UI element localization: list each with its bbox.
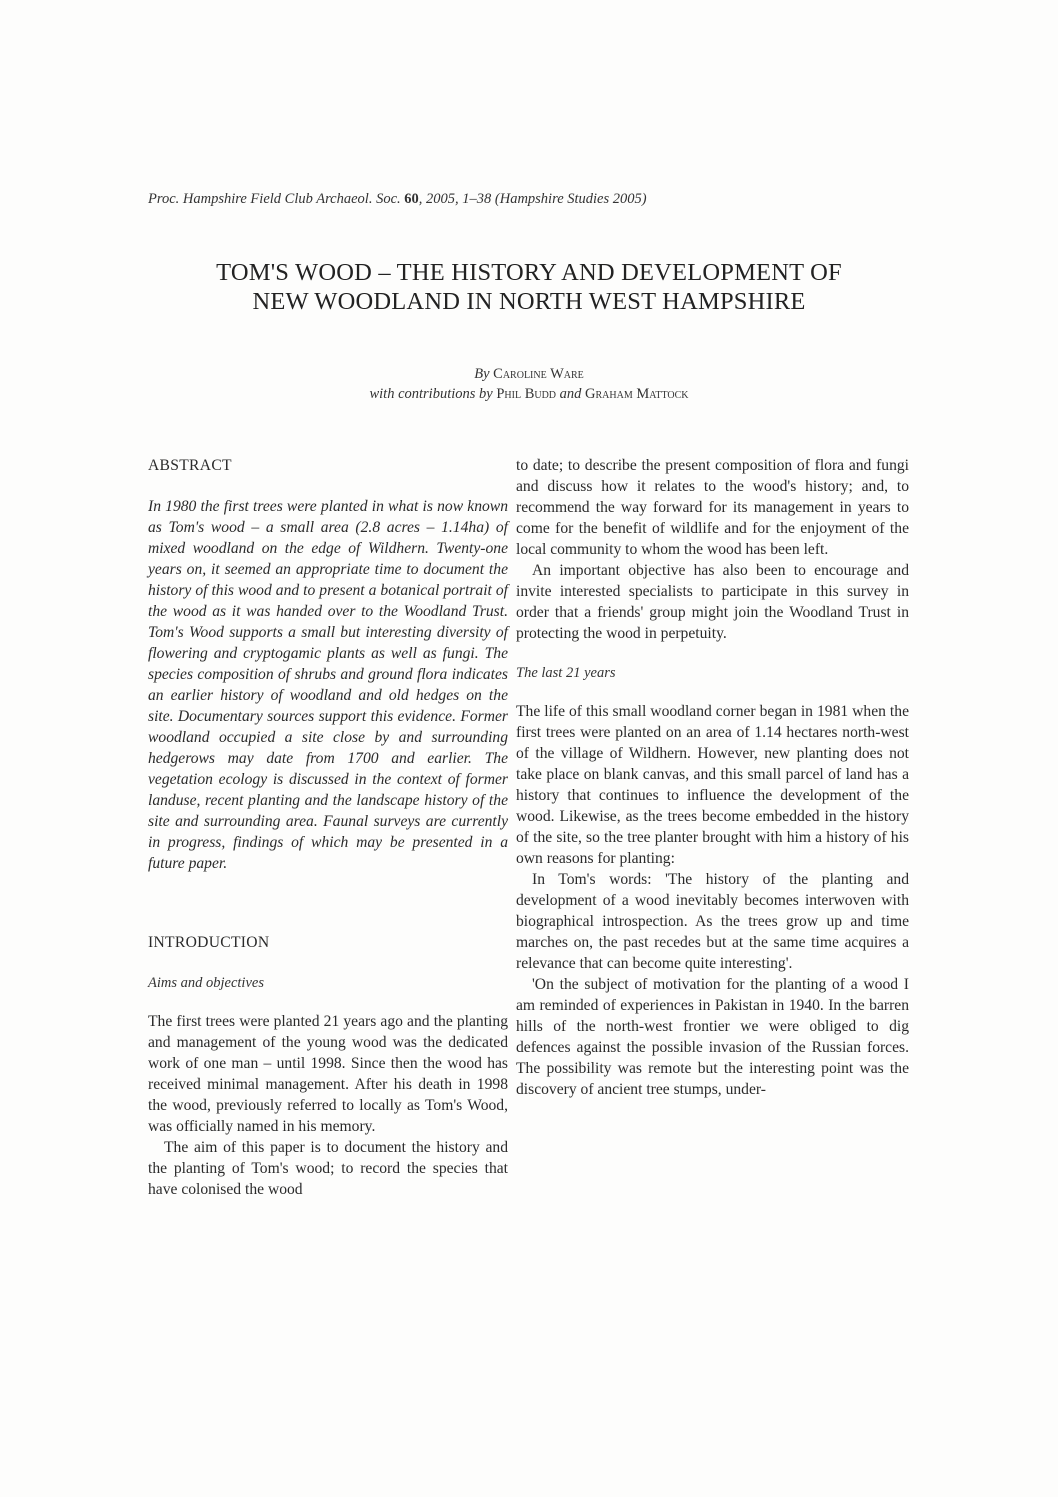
byline [148, 364, 910, 404]
and-label: and [559, 386, 582, 402]
contributor-2: Graham Mattock [585, 386, 689, 402]
author-name: Caroline Ware [493, 366, 584, 382]
introduction-paragraph-1: The first trees were planted 21 years ago and the planting and management of the young wood was the dedicated work of one man – until 1998. Since then the wood has received minimal management. After his death in 1998 the wood, previously referred to locally as Tom's Wood, was officially named in his memory. [148, 1013, 508, 1135]
introduction-heading: INTRODUCTION [148, 934, 270, 951]
history-paragraph-2: In Tom's words: 'The history of the planting and development of a wood inevitably becomes interwoven with biographical introspection. As the trees grow up and time marches on, the past recedes but at the same time acquires a relevance that can become quite interesting'. [516, 871, 909, 972]
contributor-1: Phil Budd [496, 386, 557, 402]
journal-pages: , 2005, 1–38 (Hampshire Studies 2005) [418, 191, 647, 207]
journal-volume: 60 [404, 191, 419, 207]
contributions-label: with contributions by [369, 386, 493, 402]
left-column [148, 455, 508, 1200]
aims-subheading: Aims and objectives [148, 975, 264, 991]
objectives-paragraph-2: An important objective has also been to encourage and invite interested specialists to participate in this survey in order that a friends' group might join the Woodland Trust in protecting the wood in perpetuity. [516, 562, 909, 642]
contributors-line [148, 384, 910, 404]
objectives-paragraph-1: to date; to describe the present composition of flora and fungi and discuss how it relates to the wood's history; and, to recommend the way forward for its management in years to come for the benefit of wildlife and for the enjoyment of the local community to whom the wood has been left. [516, 457, 909, 558]
author-line [148, 364, 910, 384]
introduction-paragraph-2: The aim of this paper is to document the history and the planting of Tom's wood; to record the species that have colonised the wood [148, 1139, 508, 1198]
history-paragraph-1: The life of this small woodland corner began in 1981 when the first trees were planted on an area of 1.14 hectares north-west of the village of Wildhern. However, new planting does not take place on blank canvas, and this small parcel of land has a history that continues to influence the development of the wood. Likewise, as the trees become embedded in the history of the site, so the tree planter brought with him a history of his own reasons for planting: [516, 703, 909, 867]
title-line-2: NEW WOODLAND IN NORTH WEST HAMPSHIRE [252, 288, 806, 315]
right-column [516, 455, 909, 1100]
title-line-1: TOM'S WOOD – THE HISTORY AND DEVELOPMENT OF [216, 259, 842, 286]
history-paragraph-3: 'On the subject of motivation for the planting of a wood I am reminded of experiences in Pakistan in 1940. In the barren hills of the north-west frontier we were obliged to dig defences against the possible invasion of the Russian forces. The possibility was remote but the interesting point was the discovery of ancient tree stumps, under- [516, 976, 909, 1098]
abstract-heading: ABSTRACT [148, 457, 232, 474]
abstract-text: In 1980 the first trees were planted in what is now known as Tom's wood – a small area (2.8 acres – 1.14ha) of mixed woodland on the edge of Wildhern. Twenty-one years on, it seemed an appropriate time to document the history of this wood and to present a botanical portrait of the wood as it was handed over to the Woodland Trust. Tom's Wood supports a small but interesting diversity of flowering and cryptogamic plants as well as fungi. The species composition of shrubs and ground flora indicates an earlier history of woodland and old hedges on the site. Documentary sources support this evidence. Former woodland occupied a site close by and surrounding hedgerows may date from 1700 and earlier. The vegetation ecology is discussed in the context of former landuse, recent planting and the landscape history of the site and surrounding area. Faunal surveys are currently in progress, findings of which may be presented in a future paper. [148, 498, 508, 872]
last-21-years-subheading: The last 21 years [516, 665, 616, 681]
journal-citation [148, 191, 908, 208]
journal-name: Proc. Hampshire Field Club Archaeol. Soc. [148, 191, 401, 207]
article-title [148, 258, 910, 316]
by-label: By [474, 366, 490, 382]
